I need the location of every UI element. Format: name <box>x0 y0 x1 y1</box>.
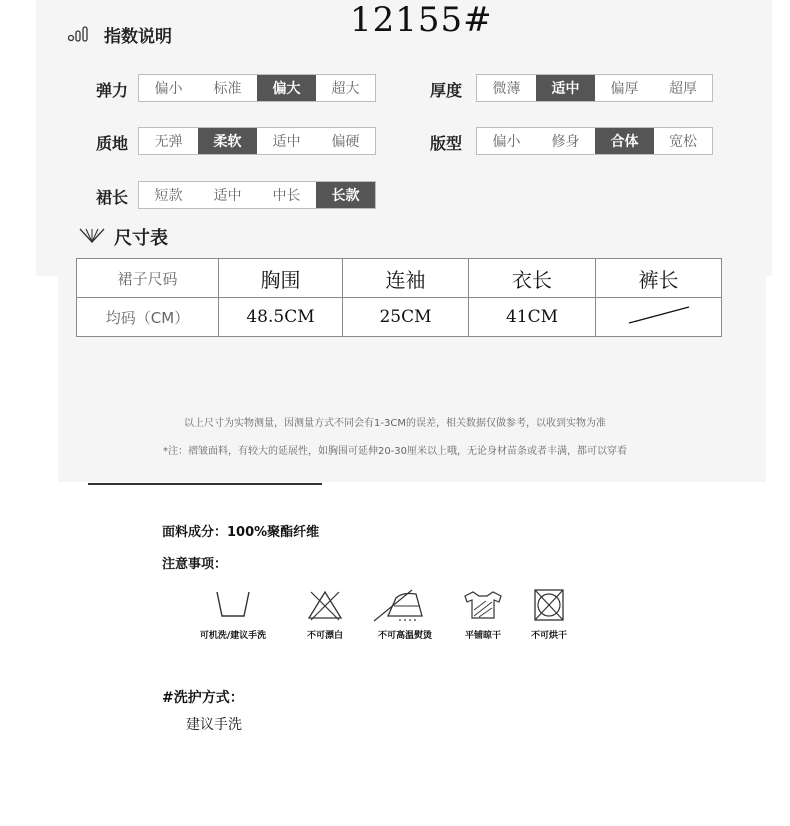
table-cell: 均码（CM） <box>77 298 219 337</box>
length-option-selected: 长款 <box>316 182 375 208</box>
not-applicable-slash <box>624 303 694 327</box>
size-table <box>76 258 722 337</box>
thickness-label: 厚度 <box>430 81 463 100</box>
divider <box>88 483 322 485</box>
size-table-title: 尺寸表 <box>114 228 168 249</box>
elasticity-scale <box>138 74 376 102</box>
thickness-scale <box>476 74 713 102</box>
table-cell: 25CM <box>343 298 469 337</box>
fit-option-selected: 合体 <box>595 128 654 154</box>
table-header: 裤长 <box>596 259 722 298</box>
care-label: 可机洗/建议手洗 <box>199 631 267 641</box>
care-label: 不可高温熨烫 <box>377 631 432 641</box>
elasticity-option: 超大 <box>331 81 360 97</box>
thickness-option-selected: 适中 <box>536 75 595 101</box>
texture-scale <box>138 127 376 155</box>
table-header: 胸围 <box>219 259 343 298</box>
fit-option: 宽松 <box>669 134 697 150</box>
fabric-note: *注：褶皱面料，有较大的延展性，如胸围可延伸20-30厘米以上哦，无论身材苗条或者丰满，都可以穿看 <box>162 446 628 457</box>
table-cell-empty <box>596 298 722 337</box>
fit-option: 偏小 <box>492 134 521 150</box>
no-tumble-dry-icon <box>529 588 569 622</box>
fit-label: 版型 <box>430 134 463 153</box>
table-header: 裙子尺码 <box>77 259 219 298</box>
length-option: 适中 <box>213 188 242 204</box>
table-row <box>77 298 722 337</box>
washing-title: #洗护方式： <box>162 690 244 706</box>
elasticity-option: 标准 <box>213 81 242 97</box>
diamond-icon <box>78 226 106 244</box>
wash-tub-icon <box>213 588 253 622</box>
texture-option: 偏硬 <box>331 134 360 150</box>
care-label: 平铺晾干 <box>464 631 501 641</box>
thickness-option: 超厚 <box>669 81 697 97</box>
thickness-option: 微薄 <box>492 81 521 97</box>
care-title: 注意事项： <box>162 557 228 572</box>
elasticity-label: 弹力 <box>96 81 129 100</box>
table-cell: 41CM <box>469 298 596 337</box>
length-option: 中长 <box>272 188 301 204</box>
length-label: 裙长 <box>96 188 129 207</box>
texture-option: 适中 <box>272 134 301 150</box>
no-bleach-icon <box>303 588 347 622</box>
thickness-option: 偏厚 <box>610 81 639 97</box>
fit-scale <box>476 127 713 155</box>
texture-option-selected: 柔软 <box>198 128 257 154</box>
bar-chart-icon <box>68 26 90 42</box>
elasticity-option: 偏小 <box>154 81 183 97</box>
fabric-composition: 面料成分：100%聚酯纤维 <box>162 525 320 540</box>
care-label: 不可烘干 <box>530 631 567 641</box>
texture-label: 质地 <box>96 134 129 153</box>
section-title: 指数说明 <box>104 27 172 47</box>
texture-option: 无弹 <box>154 134 183 150</box>
table-cell: 48.5CM <box>219 298 343 337</box>
length-scale <box>138 181 376 209</box>
table-header: 衣长 <box>469 259 596 298</box>
model-number: 12155# <box>350 0 493 40</box>
elasticity-option-selected: 偏大 <box>257 75 316 101</box>
washing-method: 建议手洗 <box>186 717 242 733</box>
care-item <box>494 588 604 641</box>
fit-option: 修身 <box>551 134 580 150</box>
table-header-row <box>77 259 722 298</box>
measurement-note: 以上尺寸为实物测量，因测量方式不同会有1-3CM的误差，相关数据仅做参考，以收到实物为准 <box>184 418 606 429</box>
care-label: 不可漂白 <box>306 631 343 641</box>
table-header: 连袖 <box>343 259 469 298</box>
length-option: 短款 <box>154 188 183 204</box>
